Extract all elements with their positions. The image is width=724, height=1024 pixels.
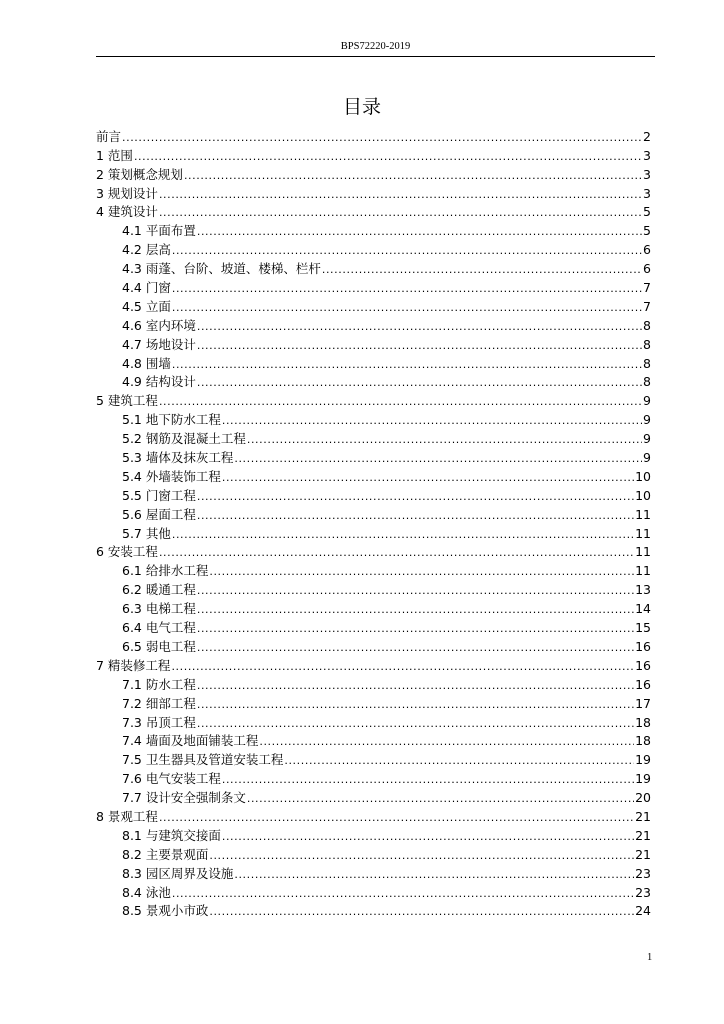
toc-dot-leader bbox=[197, 377, 642, 389]
toc-dot-leader bbox=[159, 207, 642, 219]
toc-dot-leader bbox=[234, 869, 634, 881]
toc-entry[interactable] bbox=[96, 295, 655, 314]
toc-dot-leader bbox=[284, 755, 634, 767]
toc-entry[interactable] bbox=[96, 692, 655, 711]
toc-entry-label: 3 规划设计 bbox=[96, 185, 158, 201]
toc-entry-label: 8.5 景观小市政 bbox=[122, 903, 209, 919]
toc-entry-label: 8.4 泳池 bbox=[122, 884, 171, 900]
toc-dot-leader bbox=[222, 472, 634, 484]
toc-entry-label: 5.6 屋面工程 bbox=[122, 506, 196, 522]
toc-entry[interactable] bbox=[96, 541, 655, 560]
toc-entry-label: 7.4 墙面及地面铺装工程 bbox=[122, 733, 259, 749]
toc-entry-label: 4.1 平面布置 bbox=[122, 223, 196, 239]
toc-entry-label: 4.4 门窗 bbox=[122, 280, 171, 296]
toc-entry[interactable] bbox=[96, 144, 655, 163]
toc-entry[interactable] bbox=[96, 616, 655, 635]
toc-entry-page: 3 bbox=[643, 147, 651, 163]
toc-entry[interactable] bbox=[96, 314, 655, 333]
page-number: 1 bbox=[647, 952, 653, 963]
toc-entry-page: 6 bbox=[643, 261, 651, 277]
toc-entry-page: 2 bbox=[643, 128, 651, 144]
toc-entry[interactable] bbox=[96, 843, 655, 862]
toc-dot-leader bbox=[171, 661, 634, 673]
toc-entry-label: 5.2 钢筋及混凝土工程 bbox=[122, 431, 246, 447]
toc-dot-leader bbox=[172, 359, 642, 371]
toc-entry[interactable] bbox=[96, 805, 655, 824]
toc-entry[interactable] bbox=[96, 257, 655, 276]
toc-entry[interactable] bbox=[96, 862, 655, 881]
toc-entry[interactable] bbox=[96, 654, 655, 673]
toc-entry-label: 1 范围 bbox=[96, 147, 133, 163]
toc-entry-label: 6.1 给排水工程 bbox=[122, 563, 209, 579]
toc-entry-label: 6.2 暖通工程 bbox=[122, 582, 196, 598]
toc-dot-leader bbox=[197, 718, 634, 730]
toc-entry-page: 16 bbox=[635, 657, 651, 673]
toc-entry[interactable] bbox=[96, 730, 655, 749]
toc-entry-page: 11 bbox=[635, 506, 651, 522]
toc-dot-leader bbox=[197, 510, 634, 522]
toc-dot-leader bbox=[197, 226, 642, 238]
toc-dot-leader bbox=[172, 888, 634, 900]
toc-entry-label: 6.3 电梯工程 bbox=[122, 601, 196, 617]
toc-entry-label: 4.7 场地设计 bbox=[122, 336, 196, 352]
toc-entry-page: 8 bbox=[643, 317, 651, 333]
toc-dot-leader bbox=[247, 434, 642, 446]
toc-entry-page: 11 bbox=[635, 525, 651, 541]
toc-entry-page: 3 bbox=[643, 185, 651, 201]
toc-entry-label: 4.3 雨蓬、台阶、坡道、楼梯、栏杆 bbox=[122, 261, 321, 277]
toc-entry-page: 21 bbox=[635, 808, 651, 824]
toc-entry-page: 9 bbox=[643, 412, 651, 428]
toc-entry-label: 7.7 设计安全强制条文 bbox=[122, 790, 246, 806]
toc-entry-page: 8 bbox=[643, 336, 651, 352]
toc-entry[interactable] bbox=[96, 219, 655, 238]
toc-dot-leader bbox=[159, 189, 642, 201]
toc-dot-leader bbox=[159, 396, 642, 408]
toc-entry[interactable] bbox=[96, 578, 655, 597]
page-title: 目录 bbox=[342, 96, 381, 118]
toc-entry[interactable] bbox=[96, 389, 655, 408]
toc-entry[interactable] bbox=[96, 767, 655, 786]
toc-entry[interactable] bbox=[96, 125, 655, 144]
toc-entry-label: 8 景观工程 bbox=[96, 808, 158, 824]
toc-entry[interactable] bbox=[96, 522, 655, 541]
toc-entry-page: 23 bbox=[635, 884, 651, 900]
toc-entry-page: 23 bbox=[635, 865, 651, 881]
toc-entry-page: 7 bbox=[643, 280, 651, 296]
toc-entry-label: 5.4 外墙装饰工程 bbox=[122, 468, 221, 484]
toc-entry-page: 21 bbox=[635, 827, 651, 843]
toc-entry[interactable] bbox=[96, 333, 655, 352]
toc-entry-page: 19 bbox=[635, 752, 651, 768]
toc-entry[interactable] bbox=[96, 881, 655, 900]
toc-dot-leader bbox=[322, 264, 642, 276]
toc-entry-label: 6.5 弱电工程 bbox=[122, 638, 196, 654]
toc-entry-label: 7.5 卫生器具及管道安装工程 bbox=[122, 752, 284, 768]
toc-dot-leader bbox=[184, 170, 642, 182]
toc-dot-leader bbox=[197, 585, 634, 597]
toc-entry-label: 2 策划概念规划 bbox=[96, 166, 183, 182]
toc-entry[interactable] bbox=[96, 503, 655, 522]
toc-dot-leader bbox=[209, 566, 634, 578]
toc-entry-label: 8.2 主要景观面 bbox=[122, 846, 209, 862]
toc-dot-leader bbox=[172, 529, 634, 541]
toc-dot-leader bbox=[222, 774, 634, 786]
table-of-contents bbox=[96, 125, 655, 918]
toc-entry-page: 13 bbox=[635, 582, 651, 598]
toc-dot-leader bbox=[172, 302, 642, 314]
toc-entry[interactable] bbox=[96, 748, 655, 767]
toc-entry-page: 6 bbox=[643, 242, 651, 258]
toc-entry-page: 15 bbox=[635, 620, 651, 636]
toc-entry-page: 10 bbox=[635, 487, 651, 503]
toc-entry-page: 5 bbox=[643, 204, 651, 220]
toc-entry[interactable] bbox=[96, 484, 655, 503]
toc-entry[interactable] bbox=[96, 182, 655, 201]
toc-dot-leader bbox=[209, 906, 634, 918]
toc-entry[interactable] bbox=[96, 163, 655, 182]
toc-dot-leader bbox=[122, 132, 642, 144]
toc-entry-label: 5.5 门窗工程 bbox=[122, 487, 196, 503]
toc-entry[interactable] bbox=[96, 711, 655, 730]
toc-entry-label: 8.1 与建筑交接面 bbox=[122, 827, 221, 843]
toc-dot-leader bbox=[197, 680, 634, 692]
toc-dot-leader bbox=[197, 623, 634, 635]
toc-entry-page: 11 bbox=[635, 563, 651, 579]
toc-entry-label: 4.5 立面 bbox=[122, 298, 171, 314]
toc-entry-page: 18 bbox=[635, 714, 651, 730]
toc-entry-label: 6 安装工程 bbox=[96, 544, 158, 560]
toc-entry[interactable] bbox=[96, 427, 655, 446]
toc-entry-label: 前言 bbox=[96, 128, 122, 144]
toc-dot-leader bbox=[197, 340, 642, 352]
toc-dot-leader bbox=[209, 850, 634, 862]
toc-entry[interactable] bbox=[96, 276, 655, 295]
toc-dot-leader bbox=[234, 453, 642, 465]
toc-dot-leader bbox=[159, 812, 634, 824]
toc-entry[interactable] bbox=[96, 559, 655, 578]
toc-entry-page: 18 bbox=[635, 733, 651, 749]
page-header bbox=[96, 40, 655, 57]
toc-entry[interactable] bbox=[96, 352, 655, 371]
toc-entry[interactable] bbox=[96, 786, 655, 805]
toc-entry-page: 20 bbox=[635, 790, 651, 806]
toc-dot-leader bbox=[197, 321, 642, 333]
toc-entry[interactable] bbox=[96, 900, 655, 919]
toc-entry[interactable] bbox=[96, 446, 655, 465]
toc-dot-leader bbox=[197, 491, 634, 503]
toc-entry-page: 21 bbox=[635, 846, 651, 862]
toc-entry-label: 8.3 园区周界及设施 bbox=[122, 865, 234, 881]
toc-dot-leader bbox=[197, 604, 634, 616]
toc-entry-page: 5 bbox=[643, 223, 651, 239]
toc-entry[interactable] bbox=[96, 238, 655, 257]
toc-entry[interactable] bbox=[96, 824, 655, 843]
toc-entry-page: 17 bbox=[635, 695, 651, 711]
toc-dot-leader bbox=[172, 245, 642, 257]
toc-dot-leader bbox=[197, 642, 634, 654]
toc-entry[interactable] bbox=[96, 371, 655, 390]
toc-entry-label: 5.1 地下防水工程 bbox=[122, 412, 221, 428]
toc-dot-leader bbox=[222, 415, 642, 427]
toc-entry-label: 7.6 电气安装工程 bbox=[122, 771, 221, 787]
toc-dot-leader bbox=[197, 699, 634, 711]
toc-entry-page: 9 bbox=[643, 450, 651, 466]
toc-entry[interactable] bbox=[96, 635, 655, 654]
toc-entry-label: 4 建筑设计 bbox=[96, 204, 158, 220]
toc-dot-leader bbox=[247, 793, 634, 805]
toc-entry-label: 4.2 层高 bbox=[122, 242, 171, 258]
toc-dot-leader bbox=[134, 151, 642, 163]
toc-entry-page: 24 bbox=[635, 903, 651, 919]
toc-entry-page: 11 bbox=[635, 544, 651, 560]
toc-entry-page: 3 bbox=[643, 166, 651, 182]
toc-entry-label: 6.4 电气工程 bbox=[122, 620, 196, 636]
toc-dot-leader bbox=[259, 736, 634, 748]
toc-entry-label: 5 建筑工程 bbox=[96, 393, 158, 409]
toc-entry-page: 14 bbox=[635, 601, 651, 617]
toc-entry-page: 16 bbox=[635, 676, 651, 692]
toc-entry-label: 4.8 围墙 bbox=[122, 355, 171, 371]
toc-entry-label: 7 精装修工程 bbox=[96, 657, 171, 673]
toc-entry-page: 8 bbox=[643, 374, 651, 390]
toc-entry-label: 7.1 防水工程 bbox=[122, 676, 196, 692]
document-code: BPS72220-2019 bbox=[340, 41, 411, 52]
toc-entry-page: 7 bbox=[643, 298, 651, 314]
toc-entry[interactable] bbox=[96, 465, 655, 484]
toc-entry-label: 5.7 其他 bbox=[122, 525, 171, 541]
toc-entry-page: 8 bbox=[643, 355, 651, 371]
toc-dot-leader bbox=[222, 831, 634, 843]
toc-entry-label: 4.9 结构设计 bbox=[122, 374, 196, 390]
toc-entry[interactable] bbox=[96, 201, 655, 220]
toc-entry-page: 9 bbox=[643, 393, 651, 409]
toc-dot-leader bbox=[159, 547, 634, 559]
toc-entry-page: 16 bbox=[635, 638, 651, 654]
toc-entry[interactable] bbox=[96, 673, 655, 692]
toc-entry-page: 10 bbox=[635, 468, 651, 484]
toc-entry-label: 7.2 细部工程 bbox=[122, 695, 196, 711]
toc-entry-page: 19 bbox=[635, 771, 651, 787]
toc-entry-label: 7.3 吊顶工程 bbox=[122, 714, 196, 730]
toc-entry[interactable] bbox=[96, 408, 655, 427]
toc-dot-leader bbox=[172, 283, 642, 295]
toc-entry[interactable] bbox=[96, 597, 655, 616]
toc-entry-label: 5.3 墙体及抹灰工程 bbox=[122, 450, 234, 466]
toc-entry-page: 9 bbox=[643, 431, 651, 447]
toc-entry-label: 4.6 室内环境 bbox=[122, 317, 196, 333]
